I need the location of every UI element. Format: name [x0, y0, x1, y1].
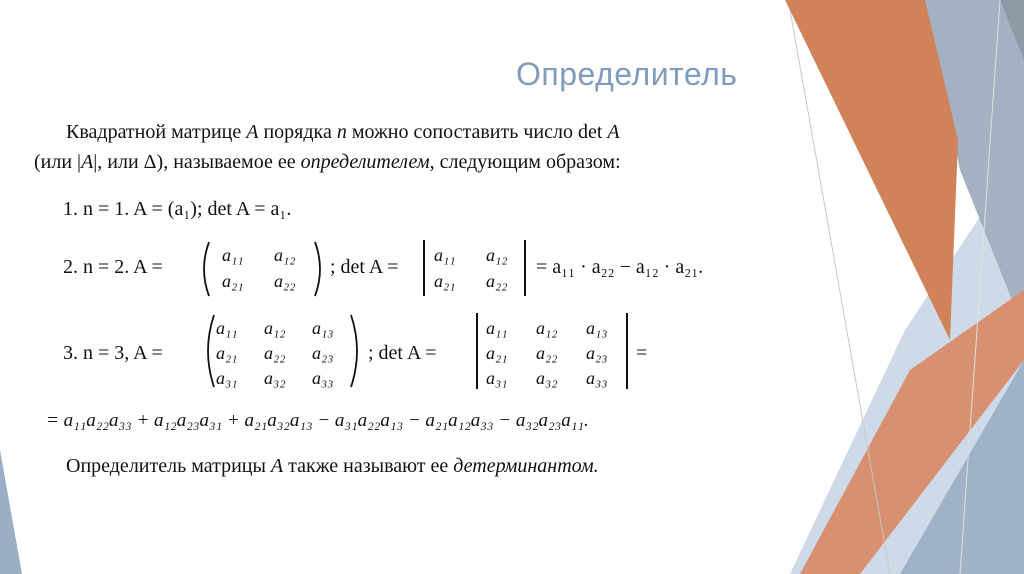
outro-var: A: [270, 455, 284, 477]
matrix-cell: a₂₁: [486, 343, 508, 363]
outro-text: Определитель матрицы: [66, 455, 271, 477]
matrix-cell: a₃₁: [486, 368, 508, 388]
item-3-eq: =: [636, 342, 648, 364]
matrix-cell: a₁₂: [274, 245, 296, 265]
det3-bar-left: [476, 313, 478, 389]
matrix-cell: a₁₃: [586, 318, 608, 338]
intro-text: можно сопоставить число det: [346, 121, 608, 143]
outro-text: также называют ее: [283, 455, 454, 477]
item-2-label: 2. n = 2. A =: [63, 256, 163, 278]
intro-text: порядка: [258, 121, 337, 143]
item-2-result: = a₁₁ · a₂₂ − a₁₂ · a₂₁.: [536, 256, 704, 278]
matrix-cell: a₂₃: [312, 343, 334, 363]
decor-right-orange-top: [785, 0, 958, 340]
matrix-cell: a₂₁: [222, 271, 244, 291]
matrix-cell: a₃₂: [536, 368, 558, 388]
paren-left: [198, 240, 212, 298]
paren-left-3: [201, 313, 217, 389]
intro-line-1: [66, 121, 620, 144]
intro-text: (или |: [34, 151, 82, 173]
paren-right-3: [348, 313, 364, 389]
matrix-cell: a₂₁: [216, 343, 238, 363]
matrix-cell: a₁₁: [222, 245, 244, 265]
matrix-cell: a₁₁: [486, 318, 508, 338]
matrix-cell: a₂₂: [264, 343, 286, 363]
item-2-det: ; det A =: [330, 256, 399, 278]
det-bar-left: [423, 240, 425, 296]
matrix-cell: a₃₂: [264, 368, 286, 388]
matrix-cell: a₁₂: [264, 318, 286, 338]
item-3-label: 3. n = 3, A =: [63, 342, 163, 364]
intro-var: A: [81, 151, 94, 173]
matrix-cell: a₃₃: [312, 368, 334, 388]
paren-right: [312, 240, 326, 298]
intro-var: A: [246, 121, 259, 143]
matrix-cell: a₂₃: [586, 343, 608, 363]
intro-var: n: [336, 121, 347, 143]
matrix-cell: a₃₁: [216, 368, 238, 388]
outro-line: [66, 455, 599, 478]
expansion-formula: = a₁₁a₂₂a₃₃ + a₁₂a₂₃a₃₁ + a₂₁a₃₂a₁₃ − a₃₁a₂₂a₁₃ − a₂₁a₁₂a₃₃ − a₃₂a₂₃a₁₁.: [46, 410, 589, 431]
outro-emphasis: детерминантом.: [453, 455, 599, 477]
matrix-cell: a₂₂: [486, 271, 508, 291]
decor-left-strip: [0, 450, 22, 574]
matrix-cell: a₁₂: [486, 245, 508, 265]
intro-emphasis: определителем: [300, 151, 430, 173]
item-1: 1. n = 1. A = (a₁); det A = a₁.: [63, 198, 292, 220]
intro-text: , следующим образом:: [429, 151, 621, 173]
matrix-cell: a₃₃: [586, 368, 608, 388]
intro-line-2: [34, 151, 621, 174]
det-bar-right: [524, 240, 526, 296]
intro-text: |, или Δ), называемое ее: [93, 151, 301, 173]
intro-text: Квадратной матрице: [66, 121, 247, 143]
matrix-cell: a₁₁: [434, 245, 456, 265]
matrix-cell: a₂₁: [434, 271, 456, 291]
intro-var: A: [607, 121, 620, 143]
matrix-cell: a₁₂: [536, 318, 558, 338]
matrix-cell: a₂₂: [536, 343, 558, 363]
slide-title: Определитель: [516, 56, 738, 92]
matrix-cell: a₁₃: [312, 318, 334, 338]
matrix-cell: a₁₁: [216, 318, 238, 338]
item-3-det: ; det A =: [368, 342, 437, 364]
matrix-cell: a₂₂: [274, 271, 296, 291]
det3-bar-right: [626, 313, 628, 389]
